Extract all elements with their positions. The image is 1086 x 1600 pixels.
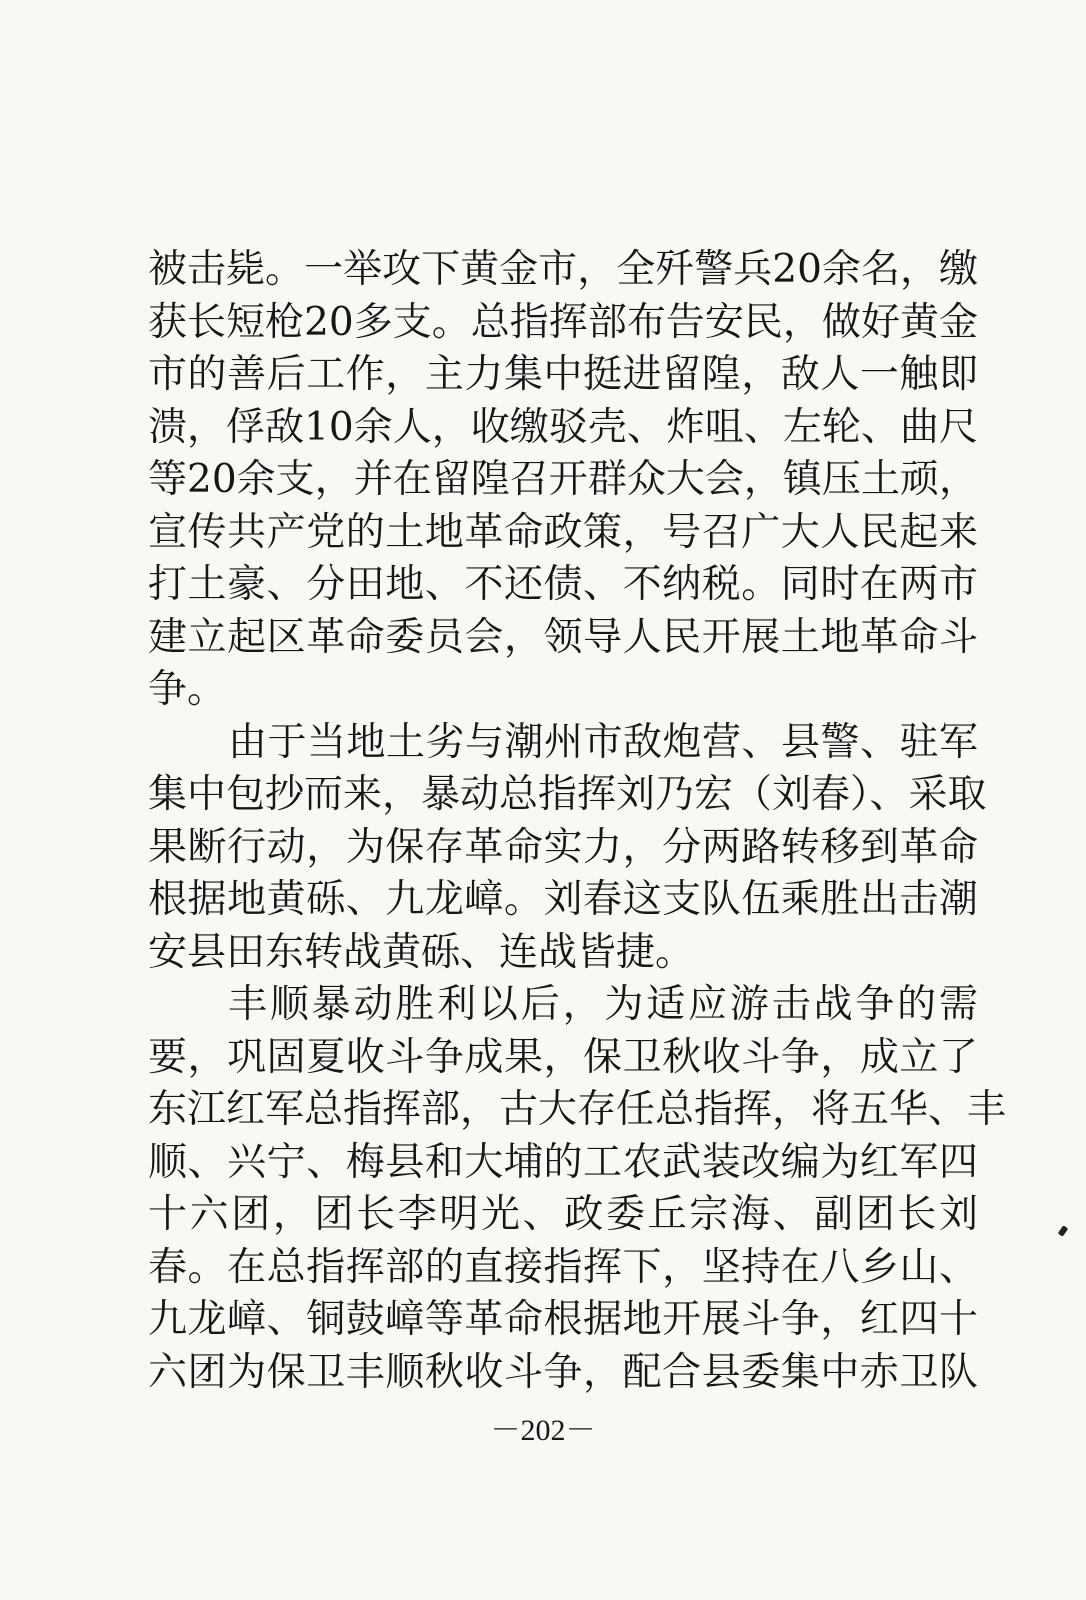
text-line: 春。在总指挥部的直接指挥下，坚持在八乡山、 bbox=[148, 1244, 978, 1290]
text-line: 打土豪、分田地、不还债、不纳税。同时在两市 bbox=[148, 562, 978, 607]
text-line: 宣传共产党的土地革命政策，号召广大人民起来 bbox=[148, 509, 978, 555]
paragraph-start-line: 丰顺暴动胜利以后，为适应游击战争的需 bbox=[228, 982, 978, 1027]
text-line: 等20余支，并在留隍召开群众大会，镇压土顽， bbox=[148, 457, 978, 502]
scan-mark bbox=[1058, 1225, 1069, 1237]
paragraph-start-line: 由于当地土劣与潮州市敌炮营、县警、驻军 bbox=[228, 719, 978, 765]
text-line: 被击毙。一举攻下黄金市，全歼警兵20余名，缴 bbox=[148, 247, 978, 292]
text-line: 获长短枪20多支。总指挥部布告安民，做好黄金 bbox=[148, 299, 978, 345]
text-line: 安县田东转战黄砾、连战皆捷。 bbox=[148, 929, 695, 975]
text-line: 集中包抄而来，暴动总指挥刘乃宏（刘春）、采取 bbox=[148, 772, 987, 817]
text-line: 根据地黄砾、九龙嶂。刘春这支队伍乘胜出击潮 bbox=[148, 877, 978, 922]
text-line: 要，巩固夏收斗争成果，保卫秋收斗争，成立了 bbox=[148, 1034, 978, 1080]
body-text bbox=[148, 244, 1007, 1399]
text-line: 东江红军总指挥部，古大存任总指挥，将五华、丰 bbox=[148, 1087, 1007, 1132]
text-line: 争。 bbox=[148, 667, 227, 712]
text-line: 市的善后工作，主力集中挺进留隍，敌人一触即 bbox=[148, 352, 978, 397]
text-line: 建立起区革命委员会，领导人民开展土地革命斗 bbox=[148, 614, 978, 660]
text-line: 果断行动，为保存革命实力，分两路转移到革命 bbox=[148, 824, 978, 870]
text-line: 十六团，团长李明光、政委丘宗海、副团长刘 bbox=[148, 1192, 978, 1237]
text-line: 顺、兴宁、梅县和大埔的工农武装改编为红军四 bbox=[148, 1139, 978, 1185]
text-line: 溃，俘敌10余人，收缴驳壳、炸咀、左轮、曲尺 bbox=[148, 404, 978, 450]
text-line: 九龙嶂、铜鼓嶂等革命根据地开展斗争，红四十 bbox=[148, 1297, 978, 1342]
page-number: －202－ bbox=[490, 1414, 596, 1447]
text-line: 六团为保卫丰顺秋收斗争，配合县委集中赤卫队 bbox=[148, 1349, 978, 1395]
